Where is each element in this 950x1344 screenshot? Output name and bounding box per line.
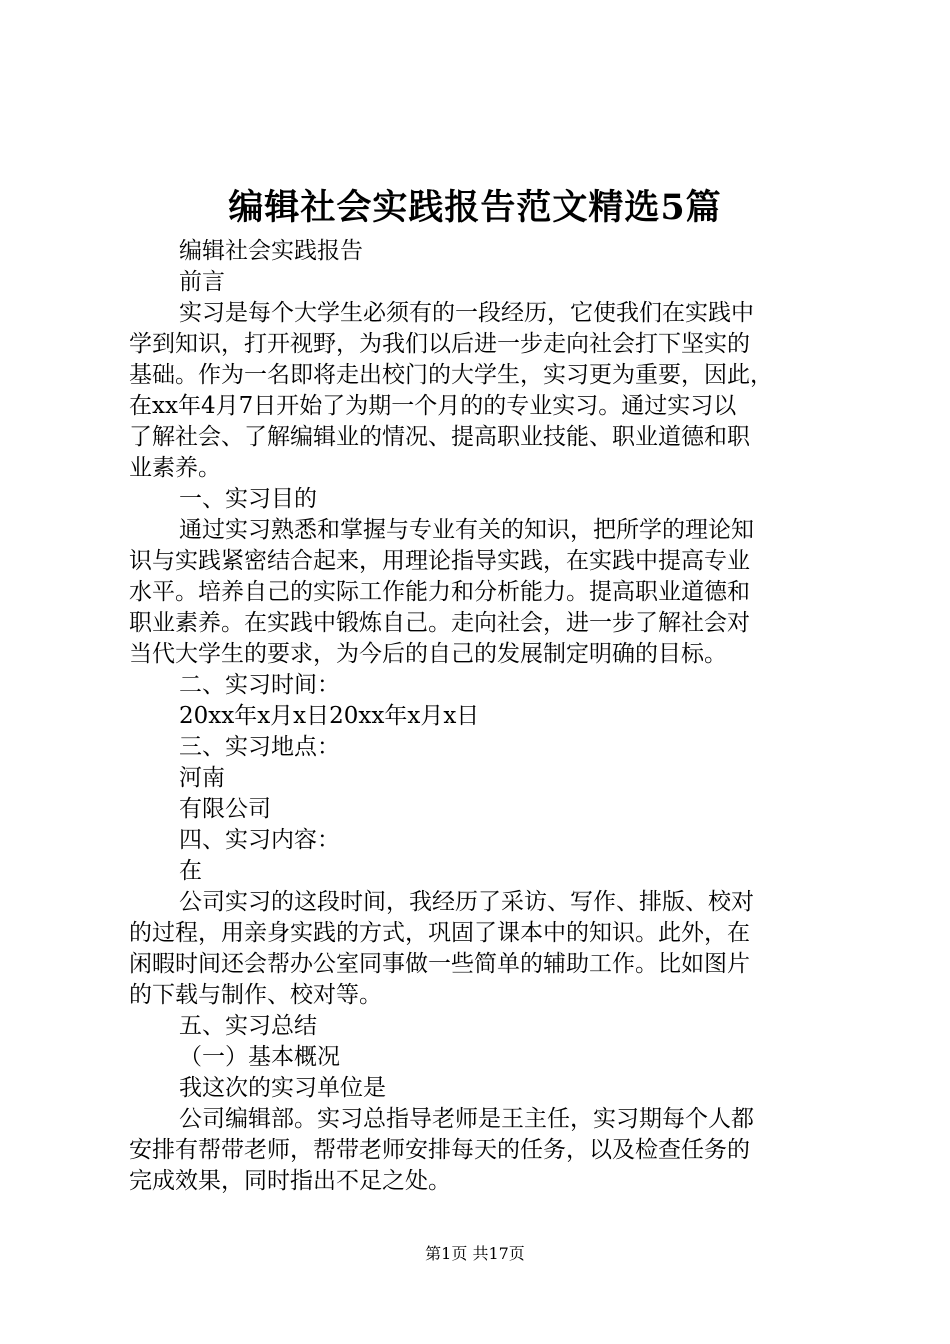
body-line: 在xx年4月7日开始了为期一个月的的专业实习。通过实习以 — [129, 393, 737, 419]
body-line: 了解社会、了解编辑业的情况、提高职业技能、职业道德和职 — [129, 424, 750, 450]
body-line: 三、实习地点： — [179, 734, 340, 760]
body-line: 前言 — [179, 269, 225, 295]
body-line: 闲暇时间还会帮办公室同事做一些简单的辅助工作。比如图片 — [129, 951, 750, 977]
body-line: 公司实习的这段时间，我经历了采访、写作、排版、校对 — [179, 889, 754, 915]
body-line: 编辑社会实践报告 — [179, 238, 363, 264]
body-line: 在 — [179, 858, 202, 884]
body-line: 20xx年x月x日20xx年x月x日 — [179, 703, 480, 729]
body-line: 的过程，用亲身实践的方式，巩固了课本中的知识。此外，在 — [129, 920, 750, 946]
body-line: 学到知识，打开视野，为我们以后进一步走向社会打下坚实的 — [129, 331, 750, 357]
body-line: 业素养。 — [129, 455, 221, 481]
body-line: 水平。培养自己的实际工作能力和分析能力。提高职业道德和 — [129, 579, 750, 605]
body-line: 五、实习总结 — [179, 1013, 317, 1039]
body-line: 通过实习熟悉和掌握与专业有关的知识，把所学的理论知 — [179, 517, 754, 543]
document-body — [129, 236, 829, 1197]
document-title: 编辑社会实践报告范文精选5篇 — [228, 187, 722, 228]
body-line: 安排有帮带老师，帮带老师安排每天的任务，以及检查任务的 — [129, 1137, 750, 1163]
body-line: （一）基本概况 — [179, 1044, 340, 1070]
body-line: 有限公司 — [179, 796, 271, 822]
body-line: 四、实习内容： — [179, 827, 340, 853]
body-line: 公司编辑部。实习总指导老师是王主任，实习期每个人都 — [179, 1106, 754, 1132]
body-line: 的下载与制作、校对等。 — [129, 982, 382, 1008]
body-line: 一、实习目的 — [179, 486, 317, 512]
body-line: 二、实习时间： — [179, 672, 340, 698]
page-footer: 第1页 共17页 — [425, 1244, 525, 1263]
body-line: 当代大学生的要求，为今后的自己的发展制定明确的目标。 — [129, 641, 727, 667]
body-line: 我这次的实习单位是 — [179, 1075, 386, 1101]
body-line: 基础。作为一名即将走出校门的大学生，实习更为重要，因此， — [129, 362, 773, 388]
body-line: 实习是每个大学生必须有的一段经历，它使我们在实践中 — [179, 300, 754, 326]
body-line: 河南 — [179, 765, 225, 791]
body-line: 职业素养。在实践中锻炼自己。走向社会，进一步了解社会对 — [129, 610, 750, 636]
body-line: 识与实践紧密结合起来，用理论指导实践，在实践中提高专业 — [129, 548, 750, 574]
body-line: 完成效果，同时指出不足之处。 — [129, 1168, 451, 1194]
